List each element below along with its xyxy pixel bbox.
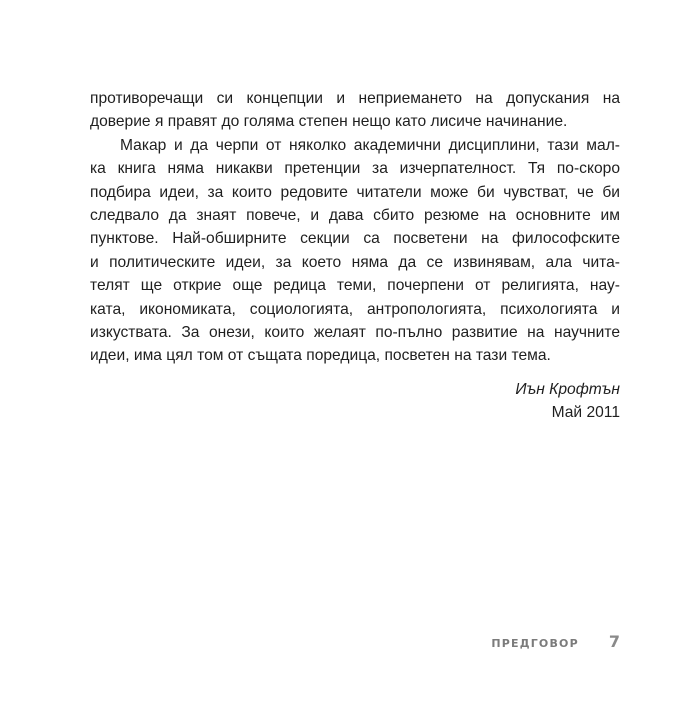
text-line: ката, икономиката, социологията, антропологията, психологията и xyxy=(90,300,620,318)
body-text xyxy=(90,87,620,368)
text-line: противоречащи си концепции и неприемането на допускания на xyxy=(90,90,620,107)
page-number: 7 xyxy=(608,632,620,651)
text-line: идеи, има цял том от същата поредица, посветен на тази тема. xyxy=(90,347,551,365)
text-line: Макар и да черпи от няколко академични дисциплини, тази мал- xyxy=(120,136,620,154)
text-line: пунктове. Най-обширните секции са посветени на философските xyxy=(90,230,620,248)
page-footer xyxy=(491,632,620,651)
paragraph-1 xyxy=(90,87,620,134)
text-line: следвало да знаят повече, и дава сбито резюме на основните им xyxy=(90,206,620,224)
signature-date: Май 2011 xyxy=(551,404,620,422)
running-head: ПРЕДГОВОР xyxy=(491,637,579,650)
text-line: доверие я правят до голяма степен нещо като лисиче начинание. xyxy=(90,113,568,131)
paragraph-2 xyxy=(90,134,620,368)
author-name: Иън Крофтън xyxy=(515,381,620,398)
text-line: изкуствата. За онези, които желаят по-пълно развитие на научните xyxy=(90,323,620,341)
text-line: и политическите идеи, за което няма да се извинявам, ала чита- xyxy=(90,253,620,271)
text-line: ка книга няма никакви претенции за изчерпателност. Тя по-скоро xyxy=(90,160,620,178)
text-line: телят ще открие още редица теми, почерпени от религията, нау- xyxy=(90,277,620,295)
signature xyxy=(515,378,620,425)
text-line: подбира идеи, за които редовите читатели може би чувстват, че би xyxy=(90,183,620,201)
